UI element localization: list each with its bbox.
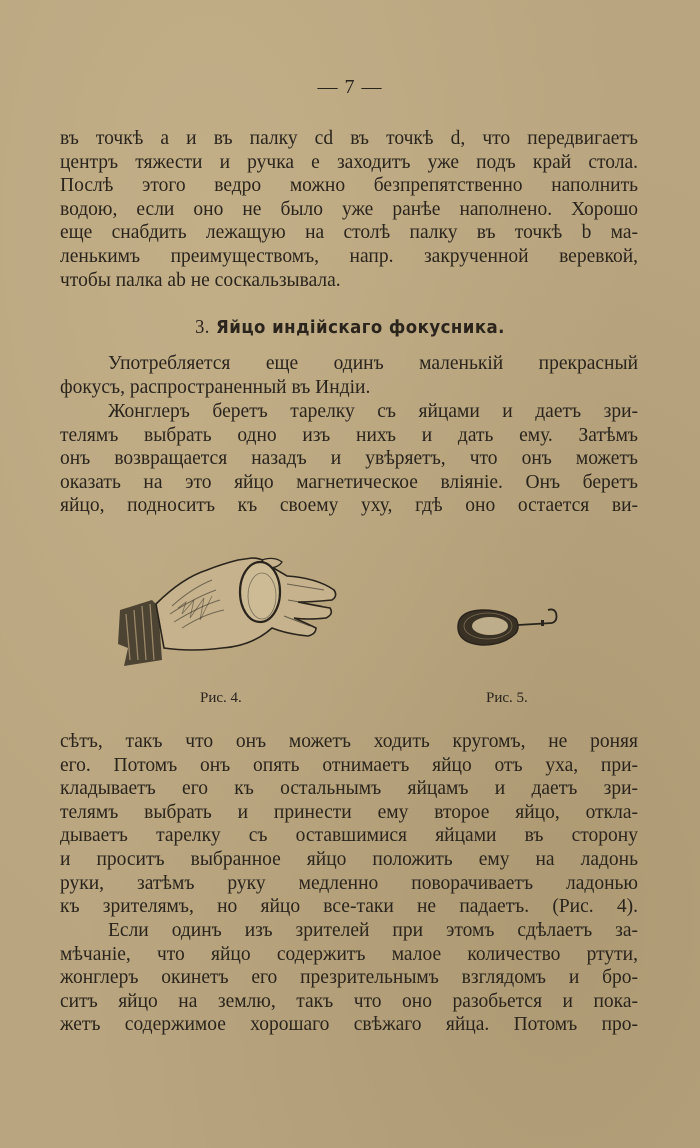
text-line: Жонглеръ беретъ тарелку съ яйцами и даетъ зри- [108, 401, 638, 422]
text-line: его. Потомъ онъ опять отнимаетъ яйцо отъ уха, при- [60, 754, 638, 776]
text-line: жетъ содержимое хорошаго свѣжаго яйца. Потомъ про- [60, 1014, 638, 1036]
text-line: жонглеръ окинетъ его презрительнымъ взглядомъ и бро- [60, 967, 638, 989]
figure-4-caption: Рис. 4. [200, 690, 242, 706]
paragraph-3 [60, 400, 638, 518]
paragraph-5 [60, 919, 638, 1037]
text-line: въ точкѣ a и въ палку cd въ точкѣ d, что передвигаетъ [60, 128, 638, 149]
section-heading [28, 316, 672, 339]
text-line: водою, если оно не было уже ранѣе наполнено. Хорошо [60, 198, 638, 220]
text-line: кладываетъ его къ остальнымъ яйцамъ и даетъ зри- [60, 778, 638, 800]
figure-5-caption: Рис. 5. [486, 690, 528, 706]
paragraph-2 [60, 352, 638, 399]
figure-5 [452, 605, 567, 650]
paragraph-1 [60, 127, 638, 292]
text-line: Если одинъ изъ зрителей при этомъ сдѣлаетъ за- [108, 920, 638, 941]
section-title: Яйцо индійскаго фокусника. [216, 317, 505, 338]
text-line: къ зрителямъ, но яйцо все-таки не падаетъ. (Рис. 4). [60, 896, 638, 918]
text-line: фокусъ, распространенный въ Индіи. [60, 376, 371, 398]
hand-holding-egg-illustration [112, 548, 347, 678]
text-line: и проситъ выбранное яйцо положить ему на ладонь [60, 848, 638, 870]
text-line: телямъ выбрать одно изъ нихъ и дать ему. Затѣмъ [60, 424, 638, 446]
text-line: телямъ выбрать и принести ему второе яйцо, откла- [60, 801, 638, 823]
text-line: яйцо, подноситъ къ своему уху, гдѣ оно остается ви- [60, 495, 638, 517]
paragraph-4 [60, 730, 638, 919]
text-line: сѣтъ, такъ что онъ можетъ ходить кругомъ, не роняя [60, 731, 638, 752]
figure-4 [112, 548, 347, 678]
text-line: еще снабдить лежащую на столѣ палку въ точкѣ b ма- [60, 222, 638, 244]
text-line: руки, затѣмъ руку медленно поворачиваетъ ладонью [60, 872, 638, 894]
text-line: центръ тяжести и ручка e заходитъ уже подъ край стола. [60, 151, 638, 173]
egg-with-hook-illustration [452, 605, 567, 650]
text-line: мѣчаніе, что яйцо содержитъ малое количество ртути, [60, 943, 638, 965]
text-line: ленькимъ преимуществомъ, напр. закрученной веревкой, [60, 245, 638, 267]
page-number: — 7 — [317, 76, 383, 98]
text-line: ситъ яйцо на землю, такъ что оно разобьется и пока- [60, 990, 638, 1012]
section-number: 3. [195, 316, 210, 338]
text-line: оказать на это яйцо магнетическое вліяніе. Онъ беретъ [60, 471, 638, 493]
text-line: чтобы палка ab не соскальзывала. [60, 269, 341, 291]
text-line: Употребляется еще одинъ маленькій прекрасный [108, 353, 638, 374]
text-line: онъ возвращается назадъ и увѣряетъ, что онъ можетъ [60, 448, 638, 470]
text-line: дываетъ тарелку съ оставшимися яйцами въ сторону [60, 825, 638, 847]
text-line: Послѣ этого ведро можно безпрепятственно наполнить [60, 175, 638, 197]
